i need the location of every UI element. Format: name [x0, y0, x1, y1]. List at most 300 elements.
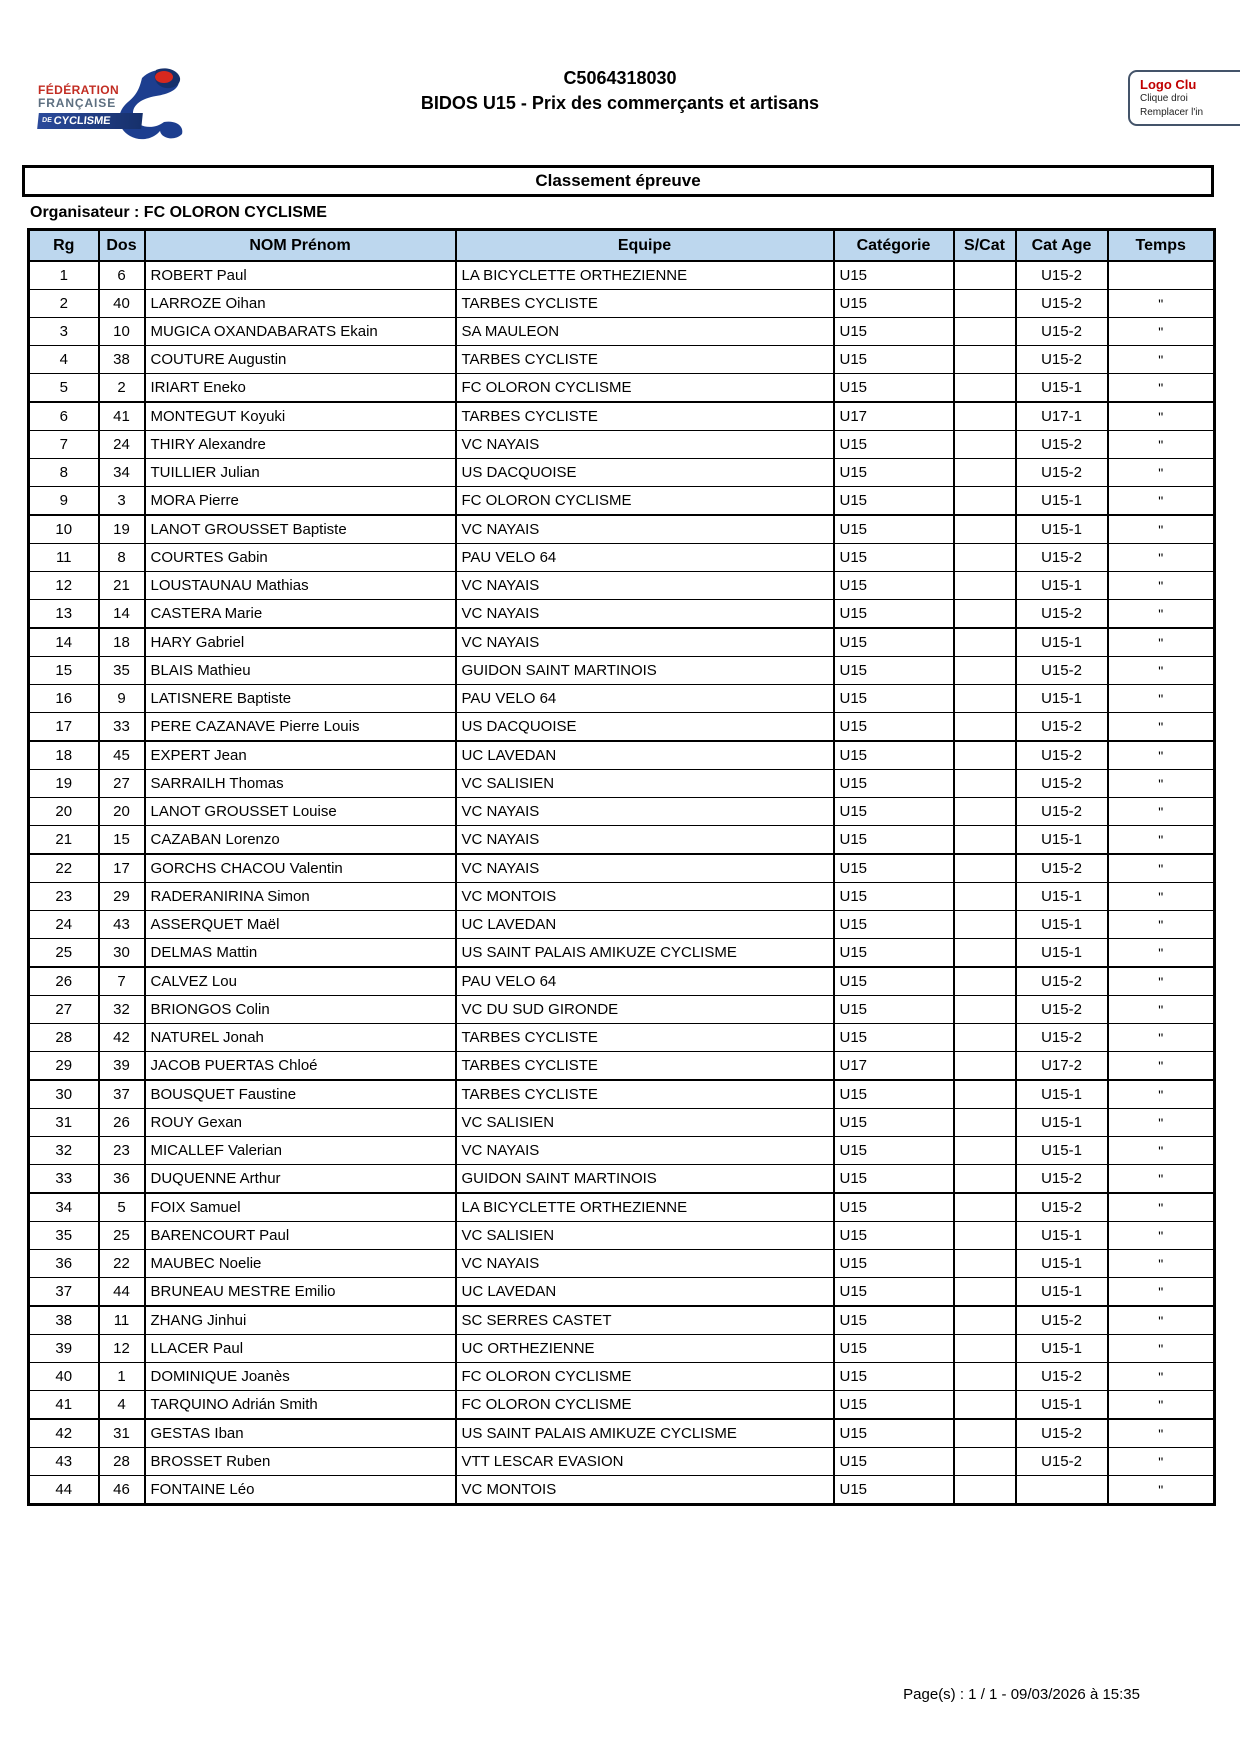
table-row — [29, 261, 1215, 290]
cell-catage: U15-2 — [1016, 1165, 1108, 1194]
cell-rg: 38 — [29, 1306, 99, 1335]
cell-category: U15 — [834, 1109, 954, 1137]
cell-temps: " — [1108, 318, 1215, 346]
cell-rg: 15 — [29, 657, 99, 685]
table-row — [29, 1250, 1215, 1278]
cell-team: VC SALISIEN — [456, 1109, 834, 1137]
cell-temps: " — [1108, 1222, 1215, 1250]
cell-scat — [954, 261, 1016, 290]
cell-rg: 10 — [29, 515, 99, 544]
cell-rg: 36 — [29, 1250, 99, 1278]
cell-team: US SAINT PALAIS AMIKUZE CYCLISME — [456, 939, 834, 968]
cell-category: U15 — [834, 628, 954, 657]
cell-team: LA BICYCLETTE ORTHEZIENNE — [456, 261, 834, 290]
cell-rg: 7 — [29, 431, 99, 459]
column-header-rg: Rg — [29, 230, 99, 262]
cell-temps: " — [1108, 826, 1215, 855]
cell-dos: 31 — [99, 1419, 145, 1448]
cell-catage: U15-1 — [1016, 487, 1108, 516]
cell-dos: 32 — [99, 996, 145, 1024]
cell-rg: 2 — [29, 290, 99, 318]
cell-name: ZHANG Jinhui — [145, 1306, 456, 1335]
cell-name: MORA Pierre — [145, 487, 456, 516]
cell-category: U15 — [834, 939, 954, 968]
cell-scat — [954, 1278, 1016, 1307]
cell-rg: 11 — [29, 544, 99, 572]
cell-dos: 4 — [99, 1391, 145, 1420]
cell-scat — [954, 1335, 1016, 1363]
cell-scat — [954, 346, 1016, 374]
cell-scat — [954, 1222, 1016, 1250]
cell-temps: " — [1108, 1250, 1215, 1278]
logo-club-title: Logo Clu — [1140, 77, 1197, 92]
cell-dos: 1 — [99, 1363, 145, 1391]
cell-temps: " — [1108, 770, 1215, 798]
cell-dos: 19 — [99, 515, 145, 544]
cell-temps: " — [1108, 459, 1215, 487]
cell-rg: 34 — [29, 1193, 99, 1222]
cell-scat — [954, 1448, 1016, 1476]
cell-dos: 37 — [99, 1080, 145, 1109]
cell-dos: 45 — [99, 741, 145, 770]
cell-temps: " — [1108, 883, 1215, 911]
table-row — [29, 600, 1215, 629]
cell-scat — [954, 459, 1016, 487]
cell-name: MONTEGUT Koyuki — [145, 402, 456, 431]
cell-category: U15 — [834, 1222, 954, 1250]
cell-catage: U15-1 — [1016, 1278, 1108, 1307]
column-header-category: Catégorie — [834, 230, 954, 262]
cell-scat — [954, 713, 1016, 742]
cell-rg: 22 — [29, 854, 99, 883]
cell-name: GORCHS CHACOU Valentin — [145, 854, 456, 883]
cell-rg: 37 — [29, 1278, 99, 1307]
cell-dos: 28 — [99, 1448, 145, 1476]
cell-scat — [954, 1250, 1016, 1278]
cell-catage: U15-1 — [1016, 1137, 1108, 1165]
cell-name: COUTURE Augustin — [145, 346, 456, 374]
cell-category: U15 — [834, 1165, 954, 1194]
cell-category: U15 — [834, 1391, 954, 1420]
cell-team: VC NAYAIS — [456, 1250, 834, 1278]
cell-catage: U15-1 — [1016, 1250, 1108, 1278]
cell-catage: U15-1 — [1016, 911, 1108, 939]
cell-dos: 3 — [99, 487, 145, 516]
cell-dos: 33 — [99, 713, 145, 742]
cell-catage: U15-1 — [1016, 685, 1108, 713]
cell-name: LANOT GROUSSET Baptiste — [145, 515, 456, 544]
cell-name: IRIART Eneko — [145, 374, 456, 403]
cell-rg: 18 — [29, 741, 99, 770]
cell-rg: 29 — [29, 1052, 99, 1081]
cell-temps: " — [1108, 572, 1215, 600]
cell-name: BLAIS Mathieu — [145, 657, 456, 685]
cell-scat — [954, 544, 1016, 572]
cell-team: VC NAYAIS — [456, 854, 834, 883]
cell-catage: U15-2 — [1016, 996, 1108, 1024]
cell-category: U15 — [834, 515, 954, 544]
cell-rg: 27 — [29, 996, 99, 1024]
table-row — [29, 402, 1215, 431]
cell-rg: 16 — [29, 685, 99, 713]
cell-name: HARY Gabriel — [145, 628, 456, 657]
cell-dos: 44 — [99, 1278, 145, 1307]
cell-category: U15 — [834, 261, 954, 290]
results-table — [27, 228, 1216, 1506]
cell-rg: 1 — [29, 261, 99, 290]
cell-category: U15 — [834, 657, 954, 685]
cell-rg: 14 — [29, 628, 99, 657]
cell-name: LANOT GROUSSET Louise — [145, 798, 456, 826]
logo-club-line3: Remplacer l'in — [1140, 107, 1204, 118]
cell-dos: 12 — [99, 1335, 145, 1363]
cell-dos: 7 — [99, 967, 145, 996]
cell-team: PAU VELO 64 — [456, 685, 834, 713]
cell-dos: 6 — [99, 261, 145, 290]
cell-catage: U15-1 — [1016, 1222, 1108, 1250]
organizer-line: Organisateur : FC OLORON CYCLISME — [30, 204, 327, 221]
cell-temps: " — [1108, 346, 1215, 374]
cell-name: NATUREL Jonah — [145, 1024, 456, 1052]
cell-scat — [954, 911, 1016, 939]
cell-dos: 22 — [99, 1250, 145, 1278]
cell-catage: U15-2 — [1016, 657, 1108, 685]
cell-scat — [954, 1193, 1016, 1222]
cell-temps: " — [1108, 374, 1215, 403]
cell-dos: 2 — [99, 374, 145, 403]
cell-team: TARBES CYCLISTE — [456, 290, 834, 318]
cell-name: LATISNERE Baptiste — [145, 685, 456, 713]
logo-club-line2: Clique droi — [1140, 93, 1188, 104]
cell-category: U15 — [834, 996, 954, 1024]
cell-catage: U15-1 — [1016, 883, 1108, 911]
table-row — [29, 290, 1215, 318]
cell-temps: " — [1108, 1165, 1215, 1194]
cell-name: MAUBEC Noelie — [145, 1250, 456, 1278]
cell-rg: 19 — [29, 770, 99, 798]
cell-scat — [954, 1306, 1016, 1335]
cell-catage: U15-1 — [1016, 1109, 1108, 1137]
cell-category: U15 — [834, 713, 954, 742]
cell-scat — [954, 1165, 1016, 1194]
cell-category: U15 — [834, 1137, 954, 1165]
table-row — [29, 826, 1215, 855]
ffc-logo-line2: FRANÇAISE — [38, 96, 117, 110]
cell-team: VC DU SUD GIRONDE — [456, 996, 834, 1024]
cell-team: PAU VELO 64 — [456, 544, 834, 572]
cell-rg: 13 — [29, 600, 99, 629]
cell-team: TARBES CYCLISTE — [456, 402, 834, 431]
cell-name: BARENCOURT Paul — [145, 1222, 456, 1250]
table-row — [29, 741, 1215, 770]
cell-temps: " — [1108, 685, 1215, 713]
cell-team: FC OLORON CYCLISME — [456, 374, 834, 403]
cell-category: U15 — [834, 911, 954, 939]
cell-team: VC NAYAIS — [456, 431, 834, 459]
table-row — [29, 1137, 1215, 1165]
cell-team: PAU VELO 64 — [456, 967, 834, 996]
cell-category: U15 — [834, 741, 954, 770]
cell-name: THIRY Alexandre — [145, 431, 456, 459]
cell-catage: U15-1 — [1016, 939, 1108, 968]
cell-scat — [954, 290, 1016, 318]
cell-temps: " — [1108, 402, 1215, 431]
cell-temps: " — [1108, 1448, 1215, 1476]
cell-name: DUQUENNE Arthur — [145, 1165, 456, 1194]
cell-dos: 17 — [99, 854, 145, 883]
cell-rg: 26 — [29, 967, 99, 996]
table-row — [29, 996, 1215, 1024]
cell-temps: " — [1108, 1080, 1215, 1109]
cell-catage: U15-2 — [1016, 261, 1108, 290]
cell-rg: 31 — [29, 1109, 99, 1137]
cell-category: U15 — [834, 459, 954, 487]
column-header-name: NOM Prénom — [145, 230, 456, 262]
cell-team: US SAINT PALAIS AMIKUZE CYCLISME — [456, 1419, 834, 1448]
cell-temps: " — [1108, 854, 1215, 883]
cell-scat — [954, 798, 1016, 826]
table-row — [29, 939, 1215, 968]
cell-category: U15 — [834, 1448, 954, 1476]
table-row — [29, 883, 1215, 911]
cell-temps: " — [1108, 1052, 1215, 1081]
cell-rg: 40 — [29, 1363, 99, 1391]
cell-scat — [954, 487, 1016, 516]
cell-name: MUGICA OXANDABARATS Ekain — [145, 318, 456, 346]
cell-catage: U15-1 — [1016, 572, 1108, 600]
cell-team: UC LAVEDAN — [456, 741, 834, 770]
cell-team: SA MAULEON — [456, 318, 834, 346]
table-row — [29, 967, 1215, 996]
cell-team: UC ORTHEZIENNE — [456, 1335, 834, 1363]
cell-name: LOUSTAUNAU Mathias — [145, 572, 456, 600]
cell-rg: 4 — [29, 346, 99, 374]
cell-team: VC SALISIEN — [456, 770, 834, 798]
doc-title: BIDOS U15 - Prix des commerçants et artisans — [420, 93, 820, 113]
cell-rg: 8 — [29, 459, 99, 487]
cell-catage: U15-2 — [1016, 1363, 1108, 1391]
cell-team: GUIDON SAINT MARTINOIS — [456, 657, 834, 685]
cell-temps: " — [1108, 1193, 1215, 1222]
cell-temps: " — [1108, 1278, 1215, 1307]
cell-catage: U15-2 — [1016, 713, 1108, 742]
cell-scat — [954, 1419, 1016, 1448]
cell-name: CAZABAN Lorenzo — [145, 826, 456, 855]
cell-temps: " — [1108, 544, 1215, 572]
table-row — [29, 1052, 1215, 1081]
cell-catage: U15-2 — [1016, 544, 1108, 572]
cell-name: CASTERA Marie — [145, 600, 456, 629]
cell-team: LA BICYCLETTE ORTHEZIENNE — [456, 1193, 834, 1222]
cell-catage: U17-1 — [1016, 402, 1108, 431]
cell-dos: 25 — [99, 1222, 145, 1250]
cell-scat — [954, 967, 1016, 996]
cell-rg: 17 — [29, 713, 99, 742]
table-row — [29, 1109, 1215, 1137]
cell-rg: 6 — [29, 402, 99, 431]
cell-dos: 35 — [99, 657, 145, 685]
cell-name: BOUSQUET Faustine — [145, 1080, 456, 1109]
cell-catage: U15-2 — [1016, 1306, 1108, 1335]
cell-scat — [954, 1052, 1016, 1081]
cell-rg: 25 — [29, 939, 99, 968]
cell-category: U17 — [834, 402, 954, 431]
cell-temps: " — [1108, 996, 1215, 1024]
column-header-scat: S/Cat — [954, 230, 1016, 262]
cell-temps: " — [1108, 967, 1215, 996]
cell-catage: U15-2 — [1016, 346, 1108, 374]
table-row — [29, 657, 1215, 685]
table-row — [29, 1024, 1215, 1052]
cell-rg: 39 — [29, 1335, 99, 1363]
table-row — [29, 1391, 1215, 1420]
cell-rg: 35 — [29, 1222, 99, 1250]
cell-category: U15 — [834, 1080, 954, 1109]
cell-name: GESTAS Iban — [145, 1419, 456, 1448]
cell-name: DELMAS Mattin — [145, 939, 456, 968]
cell-dos: 30 — [99, 939, 145, 968]
cell-catage: U15-2 — [1016, 770, 1108, 798]
cell-rg: 20 — [29, 798, 99, 826]
cell-category: U15 — [834, 770, 954, 798]
table-row — [29, 318, 1215, 346]
column-header-catage: Cat Age — [1016, 230, 1108, 262]
cell-team: VC NAYAIS — [456, 628, 834, 657]
cell-temps: " — [1108, 1363, 1215, 1391]
cell-category: U15 — [834, 685, 954, 713]
cell-rg: 23 — [29, 883, 99, 911]
section-title-bar — [22, 165, 1214, 197]
ffc-banner-main: CYCLISME — [53, 115, 112, 127]
cell-category: U15 — [834, 1363, 954, 1391]
cell-category: U15 — [834, 883, 954, 911]
cell-scat — [954, 318, 1016, 346]
column-header-temps: Temps — [1108, 230, 1215, 262]
cell-team: TARBES CYCLISTE — [456, 1080, 834, 1109]
table-row — [29, 572, 1215, 600]
cell-catage: U15-2 — [1016, 431, 1108, 459]
cell-scat — [954, 600, 1016, 629]
table-row — [29, 628, 1215, 657]
cell-rg: 3 — [29, 318, 99, 346]
cell-name: CALVEZ Lou — [145, 967, 456, 996]
column-header-team: Equipe — [456, 230, 834, 262]
cell-name: ROUY Gexan — [145, 1109, 456, 1137]
cell-temps: " — [1108, 713, 1215, 742]
cell-catage: U15-2 — [1016, 741, 1108, 770]
cell-scat — [954, 628, 1016, 657]
cell-team: TARBES CYCLISTE — [456, 1052, 834, 1081]
cell-team: VC NAYAIS — [456, 572, 834, 600]
cell-temps: " — [1108, 290, 1215, 318]
cell-scat — [954, 1137, 1016, 1165]
cell-catage: U15-2 — [1016, 798, 1108, 826]
cell-catage: U15-2 — [1016, 459, 1108, 487]
cell-rg: 30 — [29, 1080, 99, 1109]
cell-dos: 14 — [99, 600, 145, 629]
cell-dos: 27 — [99, 770, 145, 798]
cell-scat — [954, 741, 1016, 770]
ffc-logo-line1: FÉDÉRATION — [38, 83, 120, 97]
cell-name: BRUNEAU MESTRE Emilio — [145, 1278, 456, 1307]
cell-rg: 21 — [29, 826, 99, 855]
cell-temps: " — [1108, 1391, 1215, 1420]
cell-team: VC MONTOIS — [456, 883, 834, 911]
cell-category: U15 — [834, 1250, 954, 1278]
cell-name: ASSERQUET Maël — [145, 911, 456, 939]
cell-catage: U15-1 — [1016, 826, 1108, 855]
table-row — [29, 487, 1215, 516]
cell-rg: 33 — [29, 1165, 99, 1194]
cell-scat — [954, 402, 1016, 431]
table-row — [29, 770, 1215, 798]
cell-category: U15 — [834, 374, 954, 403]
cell-category: U15 — [834, 967, 954, 996]
cell-team: VC NAYAIS — [456, 1137, 834, 1165]
table-row — [29, 854, 1215, 883]
table-row — [29, 911, 1215, 939]
cell-team: VC NAYAIS — [456, 600, 834, 629]
cell-team: VC SALISIEN — [456, 1222, 834, 1250]
cell-category: U15 — [834, 1306, 954, 1335]
cell-temps: " — [1108, 1109, 1215, 1137]
cell-catage: U15-1 — [1016, 1391, 1108, 1420]
table-row — [29, 1306, 1215, 1335]
cell-category: U15 — [834, 1476, 954, 1505]
cell-name: COURTES Gabin — [145, 544, 456, 572]
cell-scat — [954, 1391, 1016, 1420]
cell-scat — [954, 431, 1016, 459]
table-row — [29, 1222, 1215, 1250]
cell-temps: " — [1108, 798, 1215, 826]
table-row — [29, 1448, 1215, 1476]
cell-category: U15 — [834, 346, 954, 374]
cell-temps: " — [1108, 939, 1215, 968]
cell-catage: U15-2 — [1016, 600, 1108, 629]
cell-rg: 44 — [29, 1476, 99, 1505]
table-row — [29, 459, 1215, 487]
cell-scat — [954, 1109, 1016, 1137]
cell-dos: 36 — [99, 1165, 145, 1194]
cell-name: SARRAILH Thomas — [145, 770, 456, 798]
cell-dos: 41 — [99, 402, 145, 431]
table-row — [29, 1335, 1215, 1363]
cell-catage: U15-1 — [1016, 1335, 1108, 1363]
cell-category: U15 — [834, 1024, 954, 1052]
table-row — [29, 1278, 1215, 1307]
cell-dos: 20 — [99, 798, 145, 826]
cell-team: FC OLORON CYCLISME — [456, 1391, 834, 1420]
cell-dos: 5 — [99, 1193, 145, 1222]
cell-scat — [954, 374, 1016, 403]
cell-name: TUILLIER Julian — [145, 459, 456, 487]
cell-category: U15 — [834, 487, 954, 516]
cell-name: BROSSET Ruben — [145, 1448, 456, 1476]
cell-scat — [954, 939, 1016, 968]
cell-dos: 15 — [99, 826, 145, 855]
cell-dos: 8 — [99, 544, 145, 572]
cell-name: MICALLEF Valerian — [145, 1137, 456, 1165]
cell-name: FONTAINE Léo — [145, 1476, 456, 1505]
cell-catage: U15-1 — [1016, 515, 1108, 544]
table-row — [29, 431, 1215, 459]
cell-catage: U15-1 — [1016, 1080, 1108, 1109]
cell-dos: 11 — [99, 1306, 145, 1335]
cell-scat — [954, 1363, 1016, 1391]
cell-dos: 29 — [99, 883, 145, 911]
cell-rg: 9 — [29, 487, 99, 516]
cell-temps: " — [1108, 1137, 1215, 1165]
